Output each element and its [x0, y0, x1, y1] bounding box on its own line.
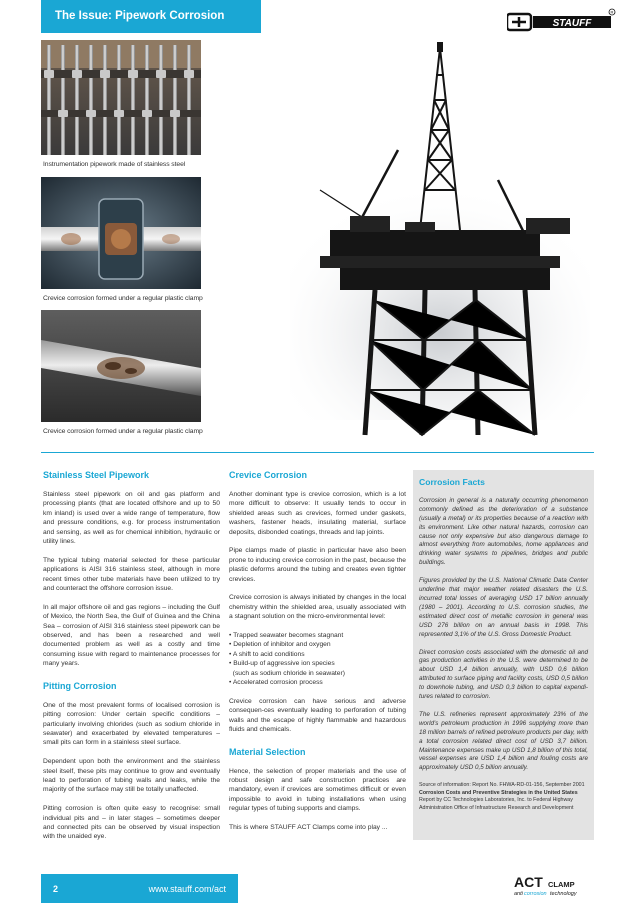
header-tab: The Issue: Pipework Corrosion — [41, 0, 261, 33]
stauff-logo — [507, 8, 617, 34]
paragraph: The U.S. refineries represent approximately 23% of the world's petroleum production in 1996 supplying more than 18 million barrels of refined petroleum products per day, with a total corrosion related direct cost of USD 3,7 billion. Maintenance expenses make up USD 1,8 billion of this total, vessel expenses are USD 1,4 billion and fouling costs are approximately USD 0,5 billion annually. — [419, 710, 588, 772]
clamp-corrosion-photo — [41, 177, 201, 289]
paragraph: Pitting corrosion is often quite easy to recognise: small individual pits and – in later stages – sometimes deeper and connected pits can be observed by visual inspection with the unaided eye. — [43, 805, 220, 841]
column-middle — [229, 458, 406, 842]
corroded-pipe-photo — [41, 310, 201, 422]
paragraph: Corrosion in general is a naturally occurring phenomenon commonly defined as the deterioration of a substance (usually a metal) or its properties because of a reaction with its environment. Like other natural hazards, corrosion can cause not only expensive but also dangerous damage to almost everything from automobiles, home appliances and drinking water systems to pipelines, bridges and public buildings. — [419, 496, 588, 567]
paragraph: Hence, the selection of proper materials and the use of robust design and safe construction practices are mandatory, even if crevices are sometimes difficult or even impossible to avoid in tubing installations when using regular types of tubing supports and clamps. — [229, 767, 406, 813]
page-number: 2 — [53, 884, 59, 894]
list-item: • Accelerated corrosion process — [229, 679, 323, 687]
svg-text:R: R — [610, 9, 614, 15]
svg-text:ACT: ACT — [514, 874, 543, 890]
paragraph: Crevice corrosion is always initiated by changes in the local chemistry within the shielded area, usually associated with a stagnant solution on the micro-environmental level: — [229, 594, 406, 621]
image-caption: Instrumentation pipework made of stainless steel — [43, 161, 186, 168]
list-item: • Build-up of aggressive ion species — [229, 660, 335, 668]
paragraph: This is where STAUFF ACT Clamps come into play ... — [229, 823, 388, 831]
paragraph: Crevice corrosion can have serious and adverse consequen-ces eventually leading to perforation of tubing walls and the escape of highly flammable and hazardous fluids and chemicals. — [229, 697, 406, 734]
list-item: • A shift to acid conditions — [229, 650, 305, 658]
paragraph: Figures provided by the U.S. National Climatic Data Center underline that major weather related disasters the U.S. incurred total losses of averaging USD 17 billion annually (1980 – 2001). According to U.S. corrosion studies, the estimated direct cost of metallic corrosion in general was USD 276 billion on an annual basis in 1998. This represented 3,1% of the U.S. Gross Domestic Product. — [419, 577, 588, 638]
website-link[interactable]: www.stauff.com/act — [148, 884, 226, 894]
paragraph: Pipe clamps made of plastic in particular have also been prone to inducing crevice corrosion in the past, because the plastic deforms around the tubing and creates even tighter crevices. — [229, 547, 406, 583]
svg-text:corrosion: corrosion — [524, 891, 547, 897]
heading-pitting-corrosion: Pitting Corrosion — [43, 680, 117, 691]
brand-text: STAUFF — [552, 18, 592, 29]
source-title: Corrosion Costs and Preventive Strategies in the United States — [419, 789, 578, 796]
pipework-photo — [41, 40, 201, 155]
paragraph: One of the most prevalent forms of localised corrosion is pitting corrosion: Under certain specific conditions – particularly involving chlorides (such as sodium chloride in seawater) and exacerbated by elevated temperatures – small pits can form in a stainless steel surface. — [43, 701, 220, 747]
image-caption: Crevice corrosion formed under a regular plastic clamp — [43, 295, 203, 302]
list-item: • Depletion of inhibitor and oxygen — [229, 641, 331, 649]
list-item: (such as sodium chloride in seawater) — [229, 669, 345, 677]
paragraph: The typical tubing material selected for these particular applications is AISI 316 stainless steel, although in more recent times other tube materials have been utilized to try and counteract the offshore corrosion issue. — [43, 556, 220, 593]
list-item: • Trapped seawater becomes stagnant — [229, 632, 344, 640]
corrosion-facts-title: Corrosion Facts — [419, 477, 485, 487]
heading-stainless-steel: Stainless Steel Pipework — [43, 470, 150, 480]
corrosion-facts-box — [413, 470, 594, 840]
svg-text:CLAMP: CLAMP — [548, 880, 575, 889]
paragraph: In all major offshore oil and gas regions – including the Gulf of Mexico, the North Sea, the Gulf of Guinea and the China Sea – corrosion of AISI 316 stainless steel pipework can be observed, and has been a researched and well documented problem as well as a costly and time consuming issue with regard to maintenance processes for many years. — [43, 603, 220, 668]
heading-crevice-corrosion: Crevice Corrosion — [229, 470, 308, 480]
heading-material-selection: Material Selection — [229, 746, 306, 757]
section-divider — [41, 452, 594, 453]
paragraph: Stainless steel pipework on oil and gas platform and processing plants (that are located offshore and up to 50 km inland) is used over a wide range of temperature, flow and pressure conditions, e.g. for process instrumentation and sensing, as well as for chemical inhibition, hydraulic or utility lines. — [43, 491, 220, 546]
svg-text:technology: technology — [550, 891, 577, 897]
source-line: Administration Office of Infrastructure Research and Development — [419, 805, 574, 812]
source-note — [419, 782, 588, 812]
paragraph: Direct corrosion costs associated with the domestic oil and gas production activities in the U.S. were determined to be about USD 1,4 billion annually, with USD 0,6 billion attributed to surface piping and facility costs, USD 0,5 billion to downhole tubing, and USD 0,3 billion to capital expendi-tures related to corrosion. — [419, 648, 588, 701]
svg-text:anti: anti — [514, 891, 523, 897]
footer-bar — [41, 874, 238, 903]
column-left — [43, 458, 220, 851]
paragraph: Dependent upon both the environment and the stainless steel itself, these pits may continue to grow and eventually lead to perforation of tubing walls and leaks, while the majority of the surface may still be totally unaffected. — [43, 758, 220, 794]
bullet-list — [229, 631, 406, 687]
source-line: Report by CC Technologies Laboratories, Inc. to Federal Highway — [419, 797, 573, 804]
oil-platform-illustration — [290, 40, 590, 440]
paragraph: Another dominant type is crevice corrosion, which is a lot more difficult to observe: It usually tends to occur in shielded areas such as crevices, formed under gaskets, washers, fastener heads, insulating material, surface deposits, disbonded coatings, threads and lap joints. — [229, 491, 406, 536]
source-line: Source of information: Report No. FHWA-RD-01-156, September 2001 — [419, 782, 585, 789]
act-clamp-logo — [512, 874, 596, 898]
image-caption: Crevice corrosion formed under a regular plastic clamp — [43, 428, 203, 435]
